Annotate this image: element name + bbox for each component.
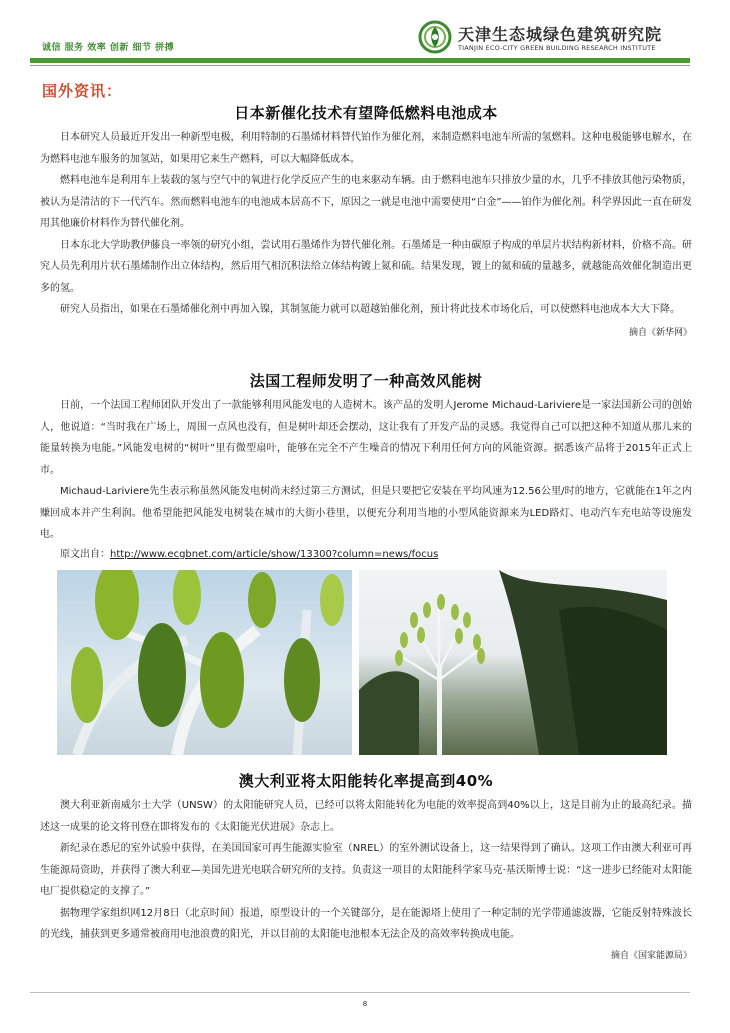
institute-name-cn: 天津生态城绿色建筑研究院 bbox=[458, 25, 663, 44]
article-paragraph: 据物理学家组织网12月8日（北京时间）报道，原型设计的一个关键部分，是在能源塔上使用了一种定制的光学带通滤波器，它能反射特殊波长的光线，捕获到更多通常被商用电池浪费的阳光，并以目前的太阳能电池根本无法企及的高效率转换成电能。 bbox=[40, 907, 692, 940]
header-grey-rule bbox=[30, 65, 690, 66]
article-paragraph: 澳大利亚新南威尔士大学（UNSW）的太阳能研究人员，已经可以将太阳能转化为电能的效率提高到40%以上，这是目前为止的最高纪录。描述这一成果的论文将刊登在即将发布的《太阳能光伏进展》杂志上。 bbox=[40, 800, 692, 833]
wind-tree-closeup-photo bbox=[57, 570, 352, 755]
page-header bbox=[0, 0, 730, 70]
wind-tree-closeup-illustration bbox=[57, 570, 352, 755]
url-prefix: 原文出自： bbox=[60, 548, 110, 560]
header-slogan: 诚信 服务 效率 创新 细节 拼搏 bbox=[42, 43, 175, 53]
article-graphene-catalyst bbox=[40, 102, 692, 338]
article-paragraph: 燃料电池车是利用车上装载的氢与空气中的氧进行化学反应产生的电来驱动车辆。由于燃料电池车只排放少量的水，几乎不排放其他污染物质，被认为是清洁的下一代汽车。然而燃料电池车的电池成本居高不下，原因之一就是电池中需要使用“白金”——铂作为催化剂。科学界因此一直在研发用其他廉价材料作为替代催化剂。 bbox=[40, 175, 692, 229]
article-paragraph: Michaud-Lariviere先生表示称虽然风能发电树尚未经过第三方测试，但是只要把它安装在平均风速为12.56公里/时的地方，它就能在1年之内赚回成本并产生利润。他希望能把风能发电树装在城市的大街小巷里，以便充分利用当地的小型风能资源来为LED路灯、电动汽车充电站等设施发电。 bbox=[40, 486, 692, 540]
wind-tree-park-illustration bbox=[359, 570, 667, 755]
article-title: 法国工程师发明了一种高效风能树 bbox=[249, 372, 483, 390]
article-wind-tree bbox=[40, 370, 692, 564]
institute-logo-icon bbox=[418, 20, 452, 54]
header-green-rule bbox=[30, 58, 690, 63]
page-number: 8 bbox=[362, 1000, 368, 1008]
article-paragraph: 日前，一个法国工程师团队开发出了一款能够利用风能发电的人造树木。该产品的发明人Jerome Michaud-Lariviere是一家法国新公司的创始人，他说道：“当时我在广场上，周围一点风也没有，但是树叶却还会摆动，这让我有了开发产品的灵感。我觉得自己可以把这种不知道从那儿来的能量转换为电能。”风能发电树的“树叶”里有微型扇叶，能够在完全不产生噪音的情况下利用任何方向的风能资源。据悉该产品将于2015年正式上市。 bbox=[40, 400, 692, 476]
article-paragraph: 新纪录在悉尼的室外试验中获得，在美国国家可再生能源实验室（NREL）的室外测试设备上，这一结果得到了确认。这项工作由澳大利亚可再生能源局资助，并获得了澳大利亚—美国先进光电联合研究所的支持。负责这一项目的太阳能科学家马克·基沃斯博士说：“这一进步已经能对太阳能电厂提供稳定的支撑了。” bbox=[40, 843, 692, 897]
article-source: 摘自《国家能源局》 bbox=[610, 950, 692, 961]
section-label: 国外资讯： bbox=[42, 82, 123, 100]
article-source: 摘自《新华网》 bbox=[628, 327, 692, 338]
source-url-line bbox=[40, 546, 692, 564]
institute-name-en: TIANJIN ECO-CITY GREEN BUILDING RESEARCH INSTITUTE bbox=[458, 44, 656, 52]
article-paragraph: 日本研究人员最近开发出一种新型电极，利用特制的石墨烯材料替代铂作为催化剂，来制造燃料电池车所需的氢燃料。这种电极能够电解水，在为燃料电池车服务的加氢站，如果用它来生产燃料，可以大幅降低成本。 bbox=[40, 132, 692, 165]
article-solar-efficiency bbox=[40, 770, 692, 961]
article-paragraph: 日本东北大学助教伊藤良一率领的研究小组，尝试用石墨烯作为替代催化剂。石墨烯是一种由碳原子构成的单层片状结构新材料，价格不高。研究人员先利用片状石墨烯制作出立体结构，然后用气相沉积法给立体结构镀上氮和硫。结果发现，镀上的氮和硫的量越多，就越能高效催化制造出更多的氢。 bbox=[40, 239, 692, 294]
footer-rule bbox=[30, 992, 690, 993]
article-title: 澳大利亚将太阳能转化率提高到40% bbox=[238, 772, 494, 790]
source-url-link[interactable]: http://www.ecgbnet.com/article/show/13300?column=news/focus bbox=[110, 548, 439, 560]
wind-tree-park-photo bbox=[359, 570, 667, 755]
article-title: 日本新催化技术有望降低燃料电池成本 bbox=[234, 104, 498, 122]
article-paragraph: 研究人员指出，如果在石墨烯催化剂中再加入镍，其制氢能力就可以超越铂催化剂，预计将此技术市场化后，可以使燃料电池成本大大下降。 bbox=[60, 304, 680, 315]
